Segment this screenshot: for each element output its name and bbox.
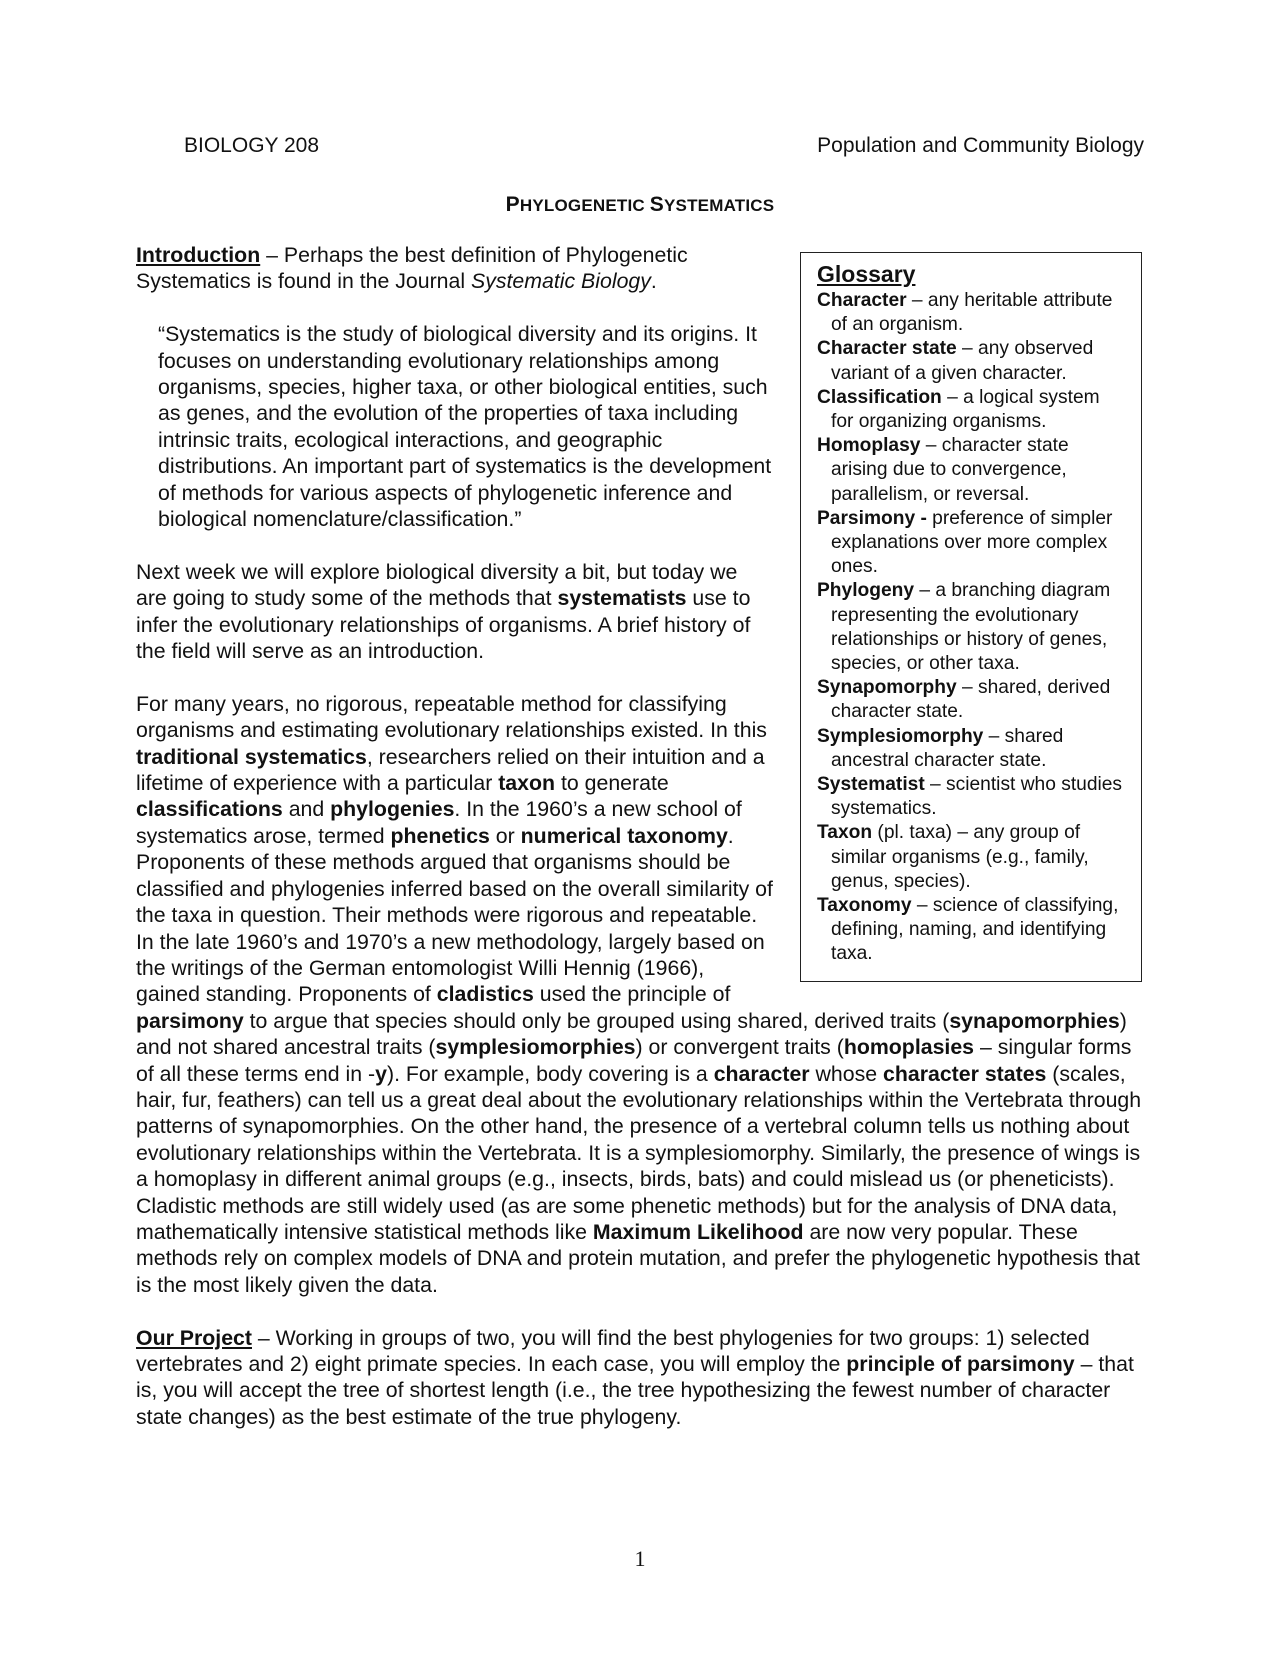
key-term: classifications — [136, 797, 283, 822]
body-text: used the principle of — [533, 982, 731, 1007]
body-text: use to infer the evolutionary relationships of organisms. A brief history of the field will serve as an introduction. — [136, 586, 751, 664]
body-text: , researchers relied on their intuition and a lifetime of experience with a particular — [136, 744, 765, 796]
key-term: principle of parsimony — [846, 1352, 1075, 1376]
glossary-term: Systematist — [817, 774, 925, 796]
key-term: character states — [883, 1061, 1047, 1086]
main-content — [136, 242, 1142, 1457]
project-paragraph — [136, 1325, 1142, 1431]
key-term: cladistics — [436, 982, 534, 1007]
project-heading: Our Project — [136, 1325, 252, 1350]
glossary-item — [817, 725, 1127, 773]
key-term: synapomorphies — [949, 1008, 1120, 1033]
glossary-definition: – science of classifying, defining, naming, and identifying taxa. — [831, 895, 1119, 965]
title-rest-1: HYLOGENETIC — [519, 196, 650, 215]
body-text: ). For example, body covering is a — [386, 1061, 714, 1086]
glossary-item — [817, 289, 1127, 337]
body-text: – Working in groups of two, you will find the best phylogenies for two groups: 1) selected vertebrates and 2) eight primate species. In each case, you will employ the — [136, 1325, 1090, 1376]
key-term: numerical taxonomy — [520, 823, 728, 848]
course-code: BIOLOGY 208 — [184, 134, 320, 157]
glossary-definition: – any heritable attribute of an organism. — [831, 290, 1113, 336]
body-text: . In the 1960’s a new school of systematics arose, termed — [136, 797, 742, 848]
body-text: to generate — [555, 771, 669, 796]
glossary-definition: preference of simpler explanations over more complex ones. — [831, 507, 1113, 578]
body-text: are now very popular. These methods rely on complex models of DNA and protein mutation, and prefer the phylogenetic hypothesis that is the most likely given the data. — [136, 1219, 1140, 1297]
key-term: character — [713, 1061, 810, 1086]
page-title — [0, 193, 1280, 217]
body-text: – that is, you will accept the tree of shortest length (i.e., the tree hypothesizing the fewest number of character state changes) as the best estimate of the true phylogeny. — [136, 1352, 1134, 1429]
journal-name: Systematic Biology — [471, 269, 651, 294]
glossary-term: Symplesiomorphy — [817, 725, 984, 747]
glossary-term: Parsimony - — [817, 507, 927, 529]
glossary-term: Phylogeny — [817, 580, 915, 602]
glossary-heading: Glossary — [817, 261, 916, 287]
glossary-item — [817, 386, 1127, 434]
definition-quote: “Systematics is the study of biological diversity and its origins. It focuses on understanding evolutionary relationships among organisms, species, higher taxa, or other biological entities, such as genes, and the evolution of the properties of taxa including intrinsic traits, ecological interactions, and geographic distributions. An important part of systematics is the development of methods for various aspects of phylogenetic inference and biological nomenclature/classification.” — [158, 322, 772, 532]
body-text: . Proponents of these methods argued that organisms should be classified and phylogenies inferred based on the overall similarity of the taxa in question. Their methods were rigorous and repeatable. In the late 1960’s and 1970’s a new methodology, largely based on the writings of the German entomologist Willi Hennig (1966), gained standing. Proponents of — [136, 823, 773, 1007]
key-term: homoplasies — [843, 1035, 975, 1060]
glossary-item — [817, 507, 1127, 580]
glossary-item — [817, 579, 1127, 676]
body-text: to argue that species should only be grouped using shared, derived traits ( — [243, 1008, 950, 1033]
key-term: y — [375, 1061, 387, 1086]
glossary-box — [800, 252, 1142, 982]
glossary-term: Taxonomy — [817, 895, 912, 917]
key-term: Maximum Likelihood — [592, 1219, 804, 1244]
key-term: phenetics — [390, 823, 490, 848]
body-text: and — [282, 797, 331, 822]
title-cap-2: S — [649, 193, 665, 216]
glossary-definition: – scientist who studies systematics. — [831, 774, 1123, 820]
key-term: parsimony — [136, 1008, 244, 1033]
title-rest-2: YSTEMATICS — [664, 196, 775, 215]
glossary-term: Character — [817, 290, 907, 311]
glossary-item — [817, 773, 1127, 821]
key-term: traditional systematics — [136, 744, 367, 769]
glossary-term: Taxon — [817, 822, 873, 844]
body-text: – singular forms of all these terms end in - — [136, 1035, 1132, 1086]
glossary-definition: – a branching diagram representing the evolutionary relationships or history of genes, species, or other taxa. — [831, 580, 1111, 675]
title-cap-1: P — [505, 193, 520, 216]
glossary-term: Classification — [817, 386, 942, 408]
body-text: (scales, hair, fur, feathers) can tell us a great deal about the evolutionary relationships within the Vertebrata through patterns of synapomorphies. On the other hand, the presence of a vertebral column tells us nothing about evolutionary relationships within the Vertebrata. It is a symplesiomorphy. Similarly, the presence of wings is a homoplasy in different animal groups (e.g., insects, birds, bats) and could mislead us (or pheneticists). Cladistic methods are still widely used (as are some phenetic methods) but for the analysis of DNA data, mathematically intensive statistical methods like — [136, 1061, 1142, 1244]
glossary-definition: – character state arising due to convergence, parallelism, or reversal. — [831, 435, 1069, 505]
body-text: Next week we will explore biological diversity a bit, but today we are going to study some of the methods that — [136, 559, 738, 611]
body-text: For many years, no rigorous, repeatable method for classifying organisms and estimating evolutionary relationships existed. In this — [136, 691, 767, 743]
intro-heading: Introduction — [136, 243, 261, 267]
key-term: symplesiomorphies — [435, 1035, 636, 1060]
glossary-definition: – shared, derived character state. — [831, 677, 1111, 723]
key-term: systematists — [557, 586, 687, 611]
glossary-item — [817, 676, 1127, 724]
body-text: whose — [809, 1061, 883, 1086]
glossary-definition: – any observed variant of a given character. — [831, 338, 1094, 384]
body-text: ) and not shared ancestral traits ( — [136, 1008, 1127, 1060]
glossary-term: Synapomorphy — [817, 677, 957, 699]
glossary-definition: – a logical system for organizing organisms. — [831, 386, 1100, 433]
glossary-item — [817, 821, 1127, 894]
intro-text-end: . — [650, 269, 657, 294]
body-text: or — [489, 823, 521, 848]
glossary-term: Character state — [817, 338, 957, 360]
course-title: Population and Community Biology — [817, 134, 1144, 157]
glossary-item — [817, 434, 1127, 507]
glossary-item — [817, 337, 1127, 385]
glossary-term: Homoplasy — [817, 435, 921, 457]
intro-text: – Perhaps the best definition of Phylogenetic Systematics is found in the Journal — [136, 243, 688, 294]
glossary-definition: (pl. taxa) – any group of similar organisms (e.g., family, genus, species). — [831, 822, 1089, 892]
key-term: phylogenies — [330, 797, 455, 822]
body-text: ) or convergent traits ( — [635, 1035, 844, 1060]
key-term: taxon — [498, 771, 556, 796]
glossary-item — [817, 894, 1127, 967]
glossary-definition: – shared ancestral character state. — [831, 725, 1064, 771]
page-number: 1 — [634, 1546, 646, 1571]
